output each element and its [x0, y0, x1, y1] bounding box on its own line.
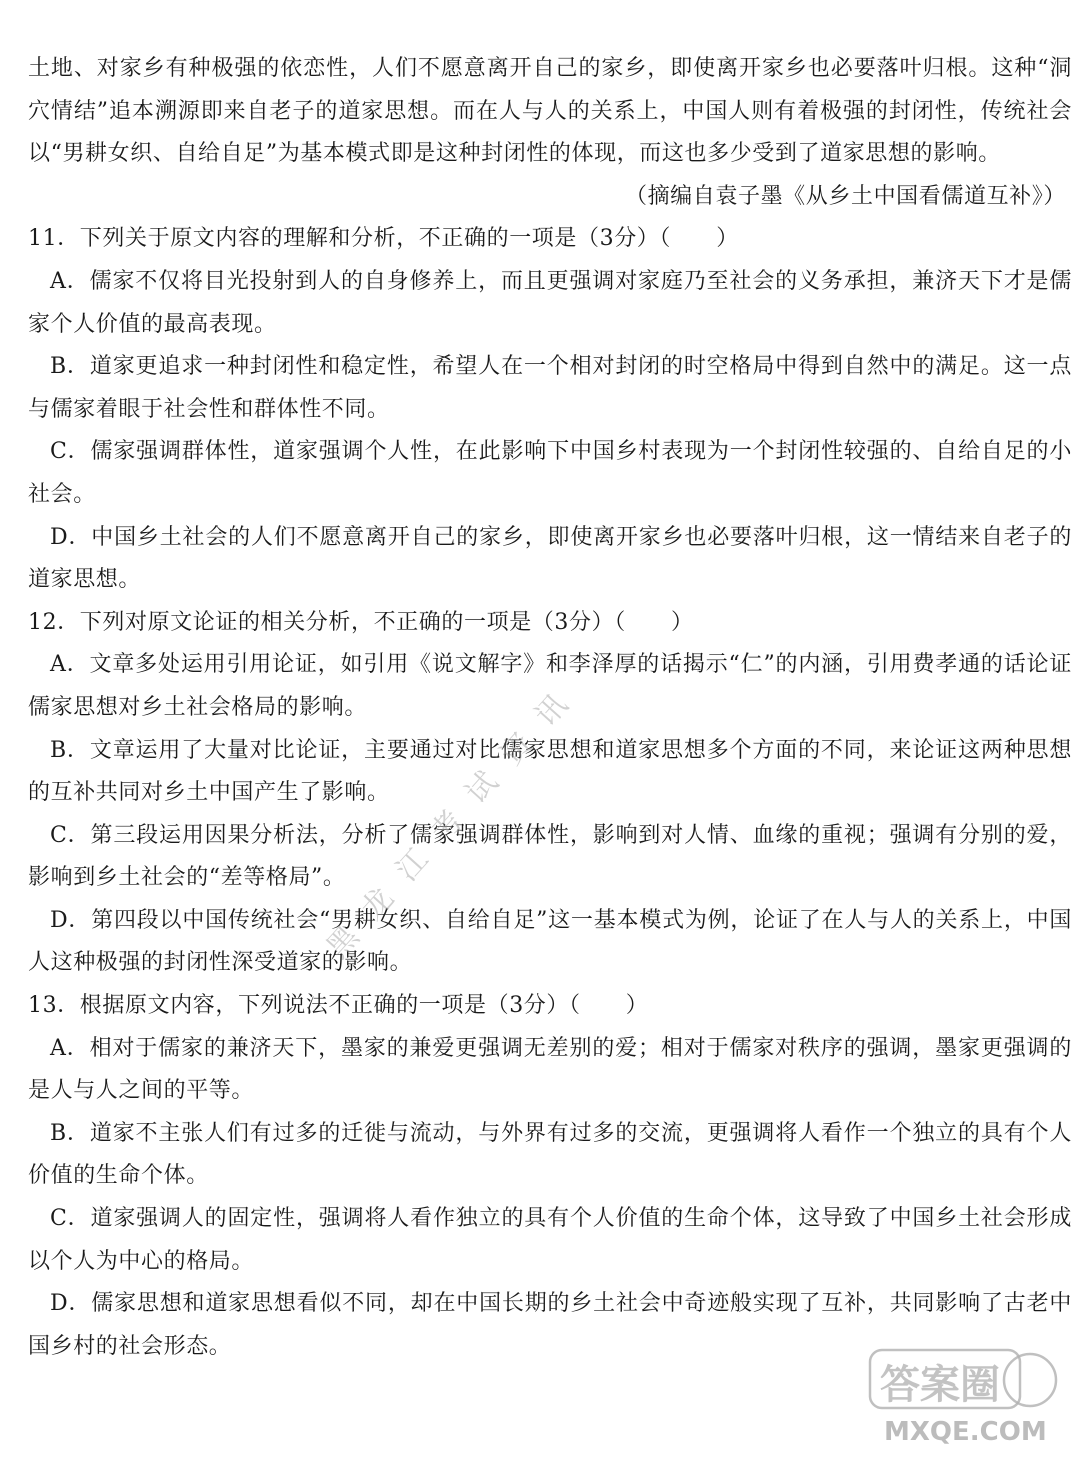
option-d: D．第四段以中国传统社会“男耕女织、自给自足”这一基本模式为例，论证了在人与人的关系上，中国人这种极强的封闭性深受道家的影响。	[28, 907, 1072, 976]
option-c: C．儒家强调群体性，道家强调个人性，在此影响下中国乡村表现为一个封闭性较强的、自给自足的小社会。	[28, 439, 1072, 507]
option-b: B．道家不主张人们有过多的迁徙与流动，与外界有过多的交流，更强调将人看作一个独立的具有个人价值的生命个体。	[28, 1120, 1072, 1189]
question-11	[28, 218, 1072, 601]
intro-paragraph: 土地、对家乡有种极强的依恋性，人们不愿意离开自己的家乡，即使离开家乡也必要落叶归根。这种“洞穴情结”追本溯源即来自老子的道家思想。而在人与人的关系上，中国人则有着极强的封闭性，传统社会以“男耕女织、自给自足”为基本模式即是这种封闭性的体现，而这也多少受到了道家思想的影响。	[28, 56, 1072, 167]
logo-url: MXQE.COM	[884, 1417, 1047, 1447]
option-a: A．文章多处运用引用论证，如引用《说文解字》和李泽厚的话揭示“仁”的内涵，引用费孝通的话论证儒家思想对乡土社会格局的影响。	[28, 652, 1072, 720]
question-12	[28, 602, 1072, 985]
option-c: C．道家强调人的固定性，强调将人看作独立的具有个人价值的生命个体，这导致了中国乡土社会形成以个人为中心的格局。	[28, 1206, 1072, 1274]
option-d: D．儒家思想和道家思想看似不同，却在中国长期的乡土社会中奇迹般实现了互补，共同影响了古老中国乡村的社会形态。	[28, 1291, 1072, 1359]
watermark-text: 黑龙江考试资讯	[319, 671, 590, 966]
question-stem: 13．根据原文内容，下列说法不正确的一项是（3分）（ ）	[28, 993, 649, 1019]
exam-page	[28, 48, 1072, 1368]
option-a: A．相对于儒家的兼济天下，墨家的兼爱更强调无差别的爱；相对于儒家对秩序的强调，墨家更强调的是人与人之间的平等。	[28, 1035, 1073, 1104]
question-stem: 11．下列关于原文内容的理解和分析，不正确的一项是（3分）（ ）	[28, 226, 739, 252]
option-d: D．中国乡土社会的人们不愿意离开自己的家乡，即使离开家乡也必要落叶归根，这一情结来自老子的道家思想。	[28, 524, 1072, 593]
option-a: A．儒家不仅将目光投射到人的自身修养上，而且更强调对家庭乃至社会的义务承担，兼济天下才是儒家个人价值的最高表现。	[28, 268, 1073, 337]
source-citation: （摘编自袁子墨《从乡土中国看儒道互补》）	[624, 183, 1066, 209]
option-b: B．道家更追求一种封闭性和稳定性，希望人在一个相对封闭的时空格局中得到自然中的满足。这一点与儒家着眼于社会性和群体性不同。	[28, 354, 1072, 422]
question-13	[28, 985, 1072, 1368]
question-stem: 12．下列对原文论证的相关分析，不正确的一项是（3分）（ ）	[28, 609, 694, 635]
option-b: B．文章运用了大量对比论证，主要通过对比儒家思想和道家思想多个方面的不同，来论证这两种思想的互补共同对乡土中国产生了影响。	[28, 737, 1072, 806]
logo-text: 答案圈	[880, 1362, 1000, 1408]
option-c: C．第三段运用因果分析法，分析了儒家强调群体性，影响到对人情、血缘的重视；强调有分别的爱，影响到乡土社会的“差等格局”。	[28, 822, 1072, 891]
